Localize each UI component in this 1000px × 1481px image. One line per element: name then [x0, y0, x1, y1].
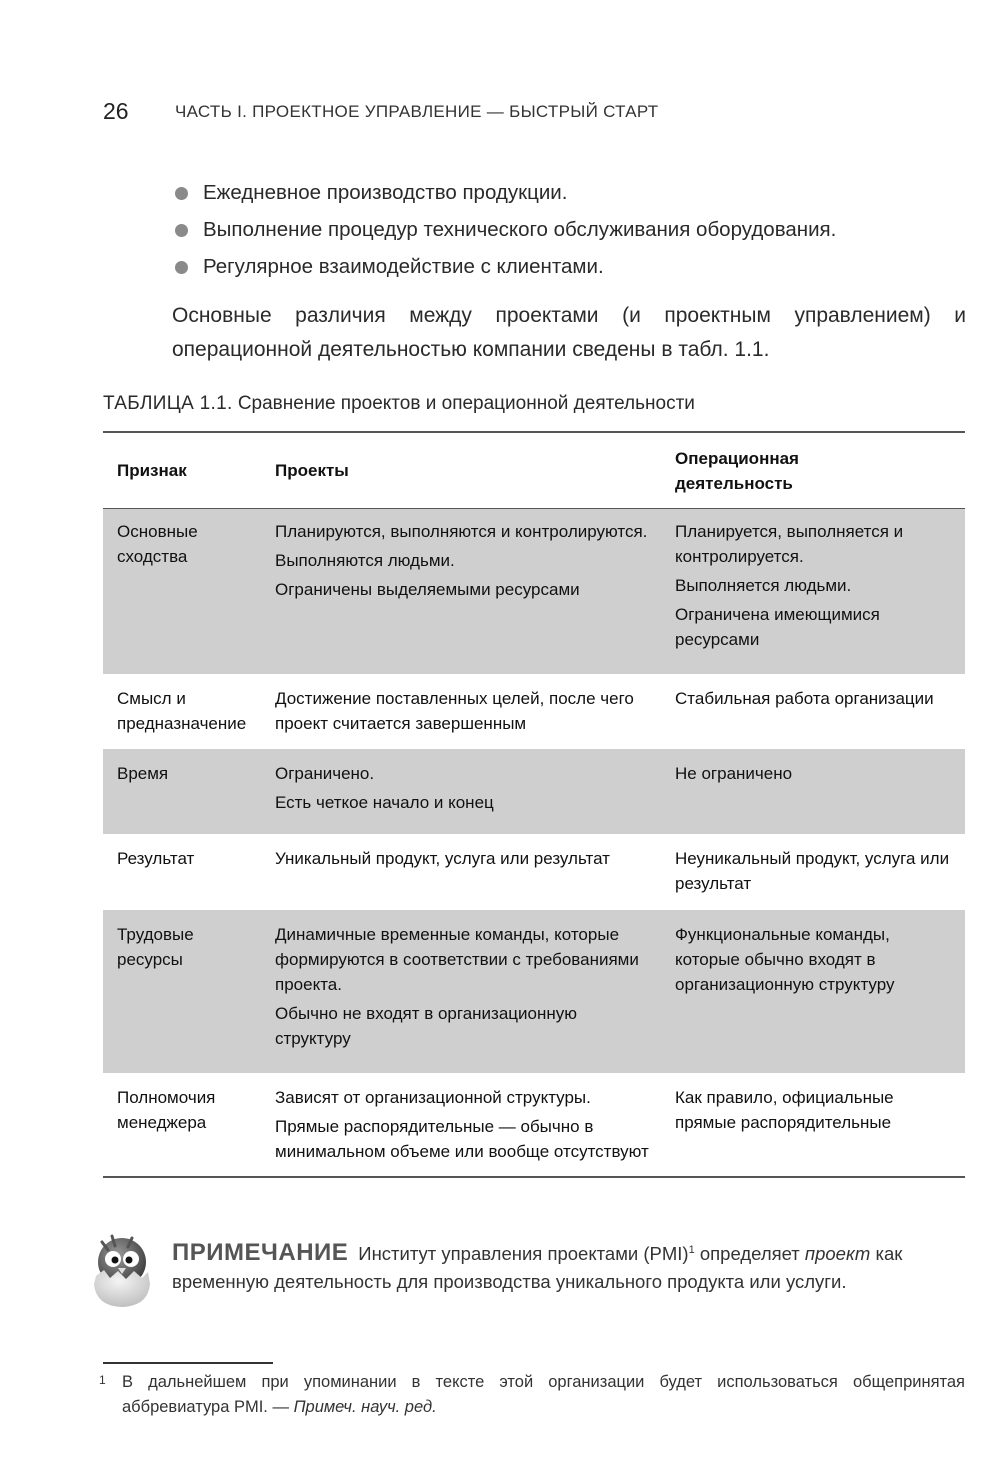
table-row — [103, 910, 965, 1073]
list-item: Выполнение процедур технического обслуживания оборудования. — [172, 211, 962, 248]
feature-cell: Основные сходства — [117, 522, 198, 566]
column-header: Операционная деятельность — [675, 448, 799, 493]
projects-cell: Динамичные временные команды, которые формируются в соответствии с требованиями проекта. Обычно не входят в организационную структуру — [275, 925, 639, 1048]
footnote-ref: 1 — [688, 1244, 695, 1256]
operations-cell: Планируется, выполняется и контролируется. Выполняется людьми. Ограничена имеющимися ресурсами — [675, 522, 904, 649]
feature-cell: Смысл и предназначение — [117, 689, 247, 733]
table-caption-label: ТАБЛИЦА 1.1. — [103, 393, 233, 414]
page-header — [103, 98, 960, 128]
feature-cell: Результат — [117, 849, 195, 868]
footnote-mark: 1 — [99, 1373, 106, 1387]
projects-cell: Зависят от организационной структуры. Прямые распорядительные — обычно в минимальном объеме или вообще отсутствуют — [275, 1088, 649, 1161]
table-header-row — [103, 433, 965, 509]
operations-cell: Как правило, официальные прямые распорядительные — [675, 1088, 894, 1132]
body-paragraph: Основные различия между проектами (и проектным управлением) и операционной деятельностью компании сведены в табл. 1.1. — [172, 304, 966, 361]
footnote: 1 В дальнейшем при упоминании в тексте этой организации будет использоваться общепринятая аббревиатура PMI. — Примеч. науч. ред. — [103, 1370, 965, 1420]
footnote-rule — [103, 1362, 273, 1364]
note-box — [88, 1232, 968, 1312]
comparison-table — [103, 433, 965, 1173]
column-header: Проекты — [275, 461, 349, 480]
table-caption-title: Сравнение проектов и операционной деятельности — [237, 393, 695, 414]
note-label: ПРИМЕЧАНИЕ — [172, 1239, 349, 1267]
list-item: Регулярное взаимодействие с клиентами. — [172, 248, 962, 285]
projects-cell: Достижение поставленных целей, после чего проект считается завершенным — [275, 689, 634, 733]
feature-cell: Трудовые ресурсы — [117, 925, 194, 969]
page-number: 26 — [103, 98, 129, 124]
table-row — [103, 749, 965, 834]
bullet-icon — [175, 261, 188, 274]
table-row — [103, 834, 965, 910]
table-row — [103, 1073, 965, 1173]
operations-cell: Стабильная работа организации — [675, 689, 934, 708]
table-caption — [103, 393, 965, 415]
table-bottom-rule — [103, 1176, 965, 1178]
table-row — [103, 509, 965, 674]
projects-cell: Уникальный продукт, услуга или результат — [275, 849, 610, 868]
feature-cell: Время — [117, 764, 169, 783]
list-item: Ежедневное производство продукции. — [172, 174, 962, 211]
running-head: ЧАСТЬ I. ПРОЕКТНОЕ УПРАВЛЕНИЕ — БЫСТРЫЙ СТАРТ — [175, 102, 659, 121]
chick-icon — [88, 1232, 156, 1308]
operations-cell: Неуникальный продукт, услуга или результат — [675, 849, 950, 893]
bullet-icon — [175, 187, 188, 200]
bullet-list — [172, 174, 962, 285]
table-row — [103, 674, 965, 749]
column-header: Признак — [117, 461, 187, 480]
operations-cell: Не ограничено — [675, 764, 793, 783]
operations-cell: Функциональные команды, которые обычно входят в организационную структуру — [675, 925, 895, 994]
note-text: ПРИМЕЧАНИЕ Институт управления проектами (PMI)$^1$ определяет проект как временную деятельность для производства уникального продукта или услуги. — [172, 1239, 903, 1293]
projects-cell: Ограничено. Есть четкое начало и конец — [275, 764, 494, 812]
feature-cell: Полномочия менеджера — [117, 1088, 216, 1132]
bullet-icon — [175, 224, 188, 237]
projects-cell: Планируются, выполняются и контролируются. Выполняются людьми. Ограничены выделяемыми ресурсами — [275, 522, 648, 599]
